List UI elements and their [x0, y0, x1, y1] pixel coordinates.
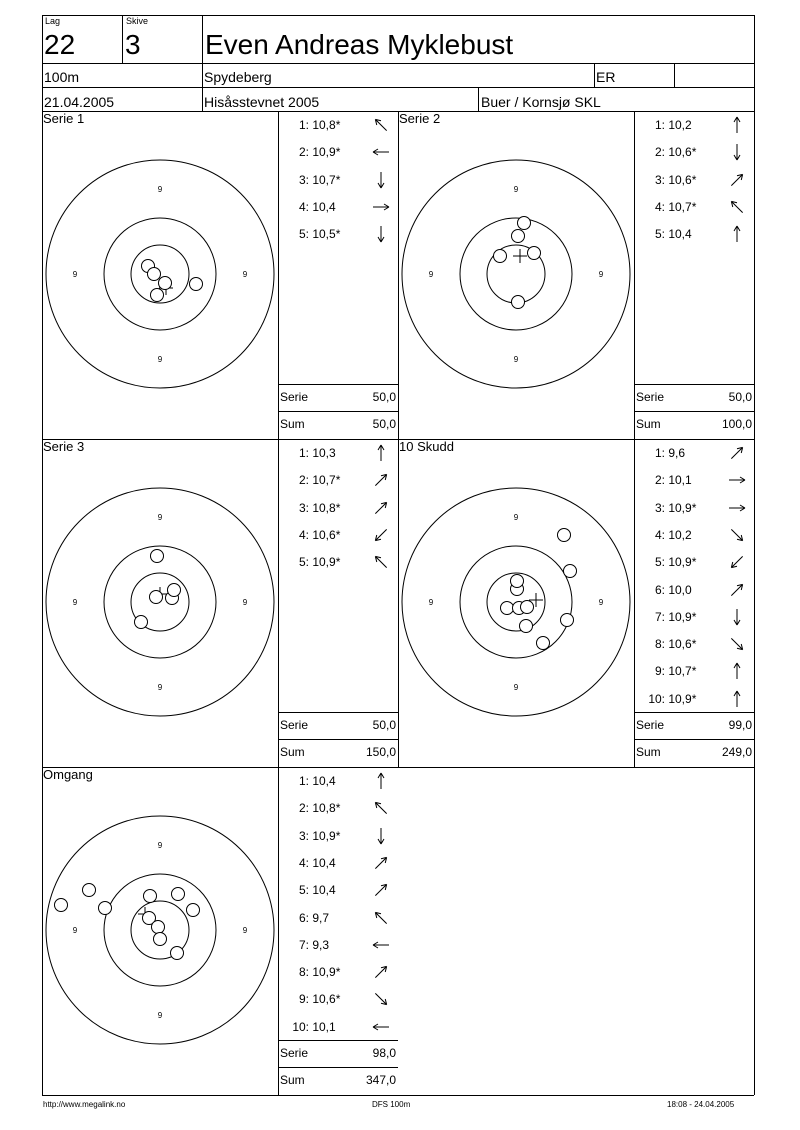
shot-value: 10,3 — [309, 446, 336, 460]
shot-row — [637, 146, 713, 158]
shot-value: 10,1 — [309, 1019, 336, 1034]
shot-hole — [151, 550, 164, 563]
sum-label: Sum — [280, 745, 305, 759]
shot-number: 6: — [298, 910, 309, 925]
lag-number: 22 — [44, 29, 76, 60]
shot-number: 10: — [292, 1019, 309, 1034]
direction-arrow-icon — [372, 990, 390, 1008]
serie-label: Serie — [280, 718, 309, 732]
direction-arrow-icon — [728, 608, 746, 626]
direction-arrow-icon — [728, 553, 746, 571]
ring-label: 9 — [428, 270, 434, 279]
target-diagram — [40, 482, 280, 722]
direction-arrow-icon — [372, 116, 390, 134]
ring-label: 9 — [157, 185, 163, 194]
shot-value: 10,2 — [665, 527, 692, 542]
shot-hole — [83, 884, 96, 897]
shot-hole — [494, 250, 507, 263]
panel-title: Serie 1 — [43, 111, 85, 126]
distance: 100m — [44, 69, 80, 85]
direction-arrow-icon — [372, 799, 390, 817]
shot-row — [281, 1021, 357, 1033]
ring-label: 9 — [157, 841, 163, 850]
club: Spydeberg — [204, 69, 272, 85]
shot-value: 10,7* — [309, 172, 341, 187]
shot-value: 10,8* — [309, 801, 341, 816]
panel-title: Serie 3 — [43, 439, 85, 454]
shot-number: 4: — [298, 527, 309, 542]
shot-row — [281, 529, 357, 541]
shot-hole — [159, 277, 172, 290]
shot-row — [637, 638, 713, 650]
serie-label: Serie — [636, 718, 665, 732]
shot-row — [281, 993, 357, 1005]
direction-arrow-icon — [728, 444, 746, 462]
shot-hole — [511, 575, 524, 588]
shot-hole — [55, 899, 68, 912]
shot-number: 2: — [298, 145, 309, 160]
serie-total: 99,0 — [728, 718, 752, 732]
shot-number: 9: — [654, 664, 665, 679]
rule-line — [42, 87, 754, 88]
rule-line — [278, 1040, 398, 1041]
direction-arrow-icon — [372, 553, 390, 571]
shot-hole — [561, 614, 574, 627]
direction-arrow-icon — [728, 635, 746, 653]
shot-row — [637, 556, 713, 568]
footer-timestamp: 18:08 - 24.04.2005 — [667, 1100, 735, 1109]
shot-hole — [518, 217, 531, 230]
shot-hole — [171, 947, 184, 960]
shot-number: 2: — [298, 473, 309, 488]
direction-arrow-icon — [728, 690, 746, 708]
skive-number: 3 — [125, 29, 141, 60]
shot-number: 8: — [298, 965, 309, 980]
direction-arrow-icon — [372, 827, 390, 845]
shot-number: 5: — [298, 227, 309, 242]
direction-arrow-icon — [372, 499, 390, 517]
shot-value: 10,4 — [309, 774, 336, 788]
ring-label: 9 — [598, 598, 604, 607]
ring-label: 9 — [242, 598, 248, 607]
serie-label: Serie — [280, 1046, 309, 1060]
shot-row — [281, 802, 357, 814]
direction-arrow-icon — [728, 198, 746, 216]
shot-number: 1: — [654, 446, 665, 460]
direction-arrow-icon — [372, 1018, 390, 1036]
ring-label: 9 — [513, 185, 519, 194]
direction-arrow-icon — [372, 471, 390, 489]
shot-row — [637, 201, 713, 213]
ring-label: 9 — [157, 683, 163, 692]
direction-arrow-icon — [728, 526, 746, 544]
shot-row — [637, 611, 713, 623]
skive-label: Skive — [126, 16, 149, 26]
shot-hole — [501, 602, 514, 615]
target-diagram — [396, 154, 636, 394]
rule-line — [278, 1067, 398, 1068]
sum-label: Sum — [280, 417, 305, 431]
shot-number: 10: — [648, 691, 665, 706]
shot-value: 10,4 — [309, 855, 336, 870]
rule-line — [42, 767, 754, 768]
direction-arrow-icon — [728, 471, 746, 489]
rule-line — [754, 15, 755, 1095]
panel-title: Serie 2 — [399, 111, 441, 126]
ring-label: 9 — [72, 270, 78, 279]
shot-number: 4: — [654, 527, 665, 542]
ring-label: 9 — [157, 513, 163, 522]
shot-number: 1: — [298, 118, 309, 132]
shot-row — [281, 502, 357, 514]
shot-number: 8: — [654, 637, 665, 652]
shot-row — [637, 174, 713, 186]
ring-label: 9 — [72, 598, 78, 607]
direction-arrow-icon — [372, 444, 390, 462]
shot-number: 5: — [654, 555, 665, 570]
shot-hole — [168, 584, 181, 597]
shot-value: 9,3 — [309, 937, 330, 952]
direction-arrow-icon — [728, 171, 746, 189]
direction-arrow-icon — [728, 499, 746, 517]
footer-url: http://www.megalink.no — [43, 1100, 126, 1109]
shot-hole — [520, 620, 533, 633]
ring-label: 9 — [598, 270, 604, 279]
shot-number: 2: — [298, 801, 309, 816]
shot-row — [637, 693, 713, 705]
shot-value: 10,6* — [665, 172, 697, 187]
date: 21.04.2005 — [44, 94, 115, 110]
shot-hole — [144, 890, 157, 903]
ring-label: 9 — [72, 926, 78, 935]
venue: Buer / Kornsjø SKL — [481, 94, 601, 110]
direction-arrow-icon — [372, 963, 390, 981]
direction-arrow-icon — [728, 143, 746, 161]
serie-label: Serie — [636, 390, 665, 404]
ring-label: 9 — [513, 513, 519, 522]
shot-hole — [187, 904, 200, 917]
shot-hole — [537, 637, 550, 650]
shot-value: 10,9* — [309, 145, 341, 160]
direction-arrow-icon — [372, 143, 390, 161]
direction-arrow-icon — [728, 581, 746, 599]
sum-total: 347,0 — [365, 1073, 396, 1087]
direction-arrow-icon — [372, 772, 390, 790]
sum-label: Sum — [636, 417, 661, 431]
sum-total: 249,0 — [721, 745, 752, 759]
ring-label: 9 — [157, 355, 163, 364]
shot-value: 10,7* — [309, 473, 341, 488]
shot-row — [281, 884, 357, 896]
shot-row — [281, 228, 357, 240]
shot-row — [281, 556, 357, 568]
shot-hole — [512, 230, 525, 243]
shot-number: 3: — [298, 500, 309, 515]
shot-row — [281, 447, 357, 459]
panel-title: 10 Skudd — [399, 439, 454, 454]
shot-hole — [151, 289, 164, 302]
rule-line — [42, 63, 754, 64]
shot-number: 4: — [654, 199, 665, 214]
shot-value: 10,4 — [309, 883, 336, 898]
shot-value: 10,9* — [665, 609, 697, 624]
shot-row — [637, 228, 713, 240]
rule-line — [634, 739, 754, 740]
shot-row — [281, 201, 357, 213]
shot-value: 10,6* — [309, 992, 341, 1007]
shot-hole — [190, 278, 203, 291]
shot-number: 4: — [298, 855, 309, 870]
ring-label: 9 — [157, 1011, 163, 1020]
ring-label: 9 — [428, 598, 434, 607]
shot-hole — [154, 933, 167, 946]
serie-label: Serie — [280, 390, 309, 404]
direction-arrow-icon — [372, 526, 390, 544]
shot-value: 10,9* — [309, 965, 341, 980]
ring-label: 9 — [513, 683, 519, 692]
shot-value: 10,9* — [309, 555, 341, 570]
shot-number: 5: — [298, 555, 309, 570]
shot-number: 2: — [654, 473, 665, 488]
shot-row — [637, 447, 713, 459]
shot-row — [281, 939, 357, 951]
shot-number: 9: — [298, 992, 309, 1007]
shot-row — [281, 775, 357, 787]
direction-arrow-icon — [372, 854, 390, 872]
sum-label: Sum — [280, 1073, 305, 1087]
shot-row — [281, 146, 357, 158]
shot-value: 10,6* — [309, 527, 341, 542]
rule-line — [278, 712, 398, 713]
sum-total: 50,0 — [372, 417, 396, 431]
shot-number: 1: — [654, 118, 665, 132]
serie-total: 50,0 — [728, 390, 752, 404]
shot-value: 10,2 — [665, 118, 692, 132]
direction-arrow-icon — [372, 225, 390, 243]
shot-hole — [99, 902, 112, 915]
rule-line — [634, 712, 754, 713]
shot-hole — [150, 591, 163, 604]
shot-hole — [172, 888, 185, 901]
ring-label: 9 — [513, 355, 519, 364]
shot-hole — [521, 601, 534, 614]
target-diagram — [40, 154, 280, 394]
shot-value: 10,0 — [665, 582, 692, 597]
shot-value: 9,6 — [665, 446, 686, 460]
shot-row — [281, 912, 357, 924]
shot-row — [281, 119, 357, 131]
target-diagram — [40, 810, 280, 1050]
shot-value: 10,9* — [665, 500, 697, 515]
rule-line — [278, 739, 398, 740]
shot-number: 6: — [654, 582, 665, 597]
serie-total: 98,0 — [372, 1046, 396, 1060]
shot-row — [637, 502, 713, 514]
shooter-class: ER — [596, 69, 616, 85]
shooter-name: Even Andreas Myklebust — [205, 29, 514, 60]
shot-number: 3: — [654, 500, 665, 515]
rule-line — [202, 15, 203, 111]
shot-value: 9,7 — [309, 910, 330, 925]
shot-hole — [558, 529, 571, 542]
shot-number: 3: — [298, 172, 309, 187]
direction-arrow-icon — [372, 881, 390, 899]
shot-value: 10,1 — [665, 473, 692, 488]
rule-line — [478, 87, 479, 111]
shot-number: 2: — [654, 145, 665, 160]
shot-number: 5: — [654, 227, 665, 242]
sum-total: 150,0 — [365, 745, 396, 759]
shot-number: 1: — [298, 774, 309, 788]
shot-row — [281, 474, 357, 486]
shot-number: 7: — [654, 609, 665, 624]
event-name: Hisåsstevnet 2005 — [204, 94, 320, 110]
shot-value: 10,7* — [665, 664, 697, 679]
shot-row — [637, 474, 713, 486]
shot-row — [281, 174, 357, 186]
shot-number: 3: — [654, 172, 665, 187]
shot-row — [281, 857, 357, 869]
shot-hole — [512, 296, 525, 309]
ring-label: 9 — [242, 270, 248, 279]
shot-value: 10,9* — [665, 555, 697, 570]
shot-row — [637, 119, 713, 131]
direction-arrow-icon — [372, 936, 390, 954]
shot-number: 5: — [298, 883, 309, 898]
rule-line — [674, 63, 675, 87]
shot-number: 1: — [298, 446, 309, 460]
shot-value: 10,4 — [309, 199, 336, 214]
rule-line — [278, 384, 398, 385]
shot-value: 10,6* — [665, 637, 697, 652]
direction-arrow-icon — [372, 198, 390, 216]
footer-program: DFS 100m — [372, 1100, 411, 1109]
direction-arrow-icon — [372, 909, 390, 927]
shot-row — [637, 665, 713, 677]
shot-row — [281, 966, 357, 978]
rule-line — [42, 15, 754, 16]
direction-arrow-icon — [728, 662, 746, 680]
direction-arrow-icon — [728, 116, 746, 134]
rule-line — [278, 411, 398, 412]
shot-row — [281, 830, 357, 842]
ring-label: 9 — [242, 926, 248, 935]
shot-number: 4: — [298, 199, 309, 214]
rule-line — [122, 15, 123, 63]
rule-line — [634, 411, 754, 412]
shot-row — [637, 584, 713, 596]
shot-value: 10,6* — [665, 145, 697, 160]
shot-value: 10,5* — [309, 227, 341, 242]
target-diagram — [396, 482, 636, 722]
shot-hole — [564, 565, 577, 578]
shot-value: 10,8* — [309, 118, 341, 132]
rule-line — [42, 1095, 754, 1096]
serie-total: 50,0 — [372, 390, 396, 404]
direction-arrow-icon — [372, 171, 390, 189]
sum-total: 100,0 — [721, 417, 752, 431]
lag-label: Lag — [45, 16, 61, 26]
shot-row — [637, 529, 713, 541]
shot-hole — [148, 268, 161, 281]
serie-total: 50,0 — [372, 718, 396, 732]
sum-label: Sum — [636, 745, 661, 759]
shot-value: 10,4 — [665, 227, 692, 242]
shot-value: 10,7* — [665, 199, 697, 214]
shot-hole — [152, 921, 165, 934]
target-ring — [402, 160, 630, 388]
shot-value: 10,8* — [309, 500, 341, 515]
shot-hole — [135, 616, 148, 629]
shot-value: 10,9* — [309, 828, 341, 843]
shot-hole — [528, 247, 541, 260]
shot-number: 3: — [298, 828, 309, 843]
rule-line — [594, 63, 595, 87]
shot-number: 7: — [298, 937, 309, 952]
direction-arrow-icon — [728, 225, 746, 243]
rule-line — [634, 384, 754, 385]
panel-title: Omgang — [43, 767, 93, 782]
shot-value: 10,9* — [665, 691, 697, 706]
